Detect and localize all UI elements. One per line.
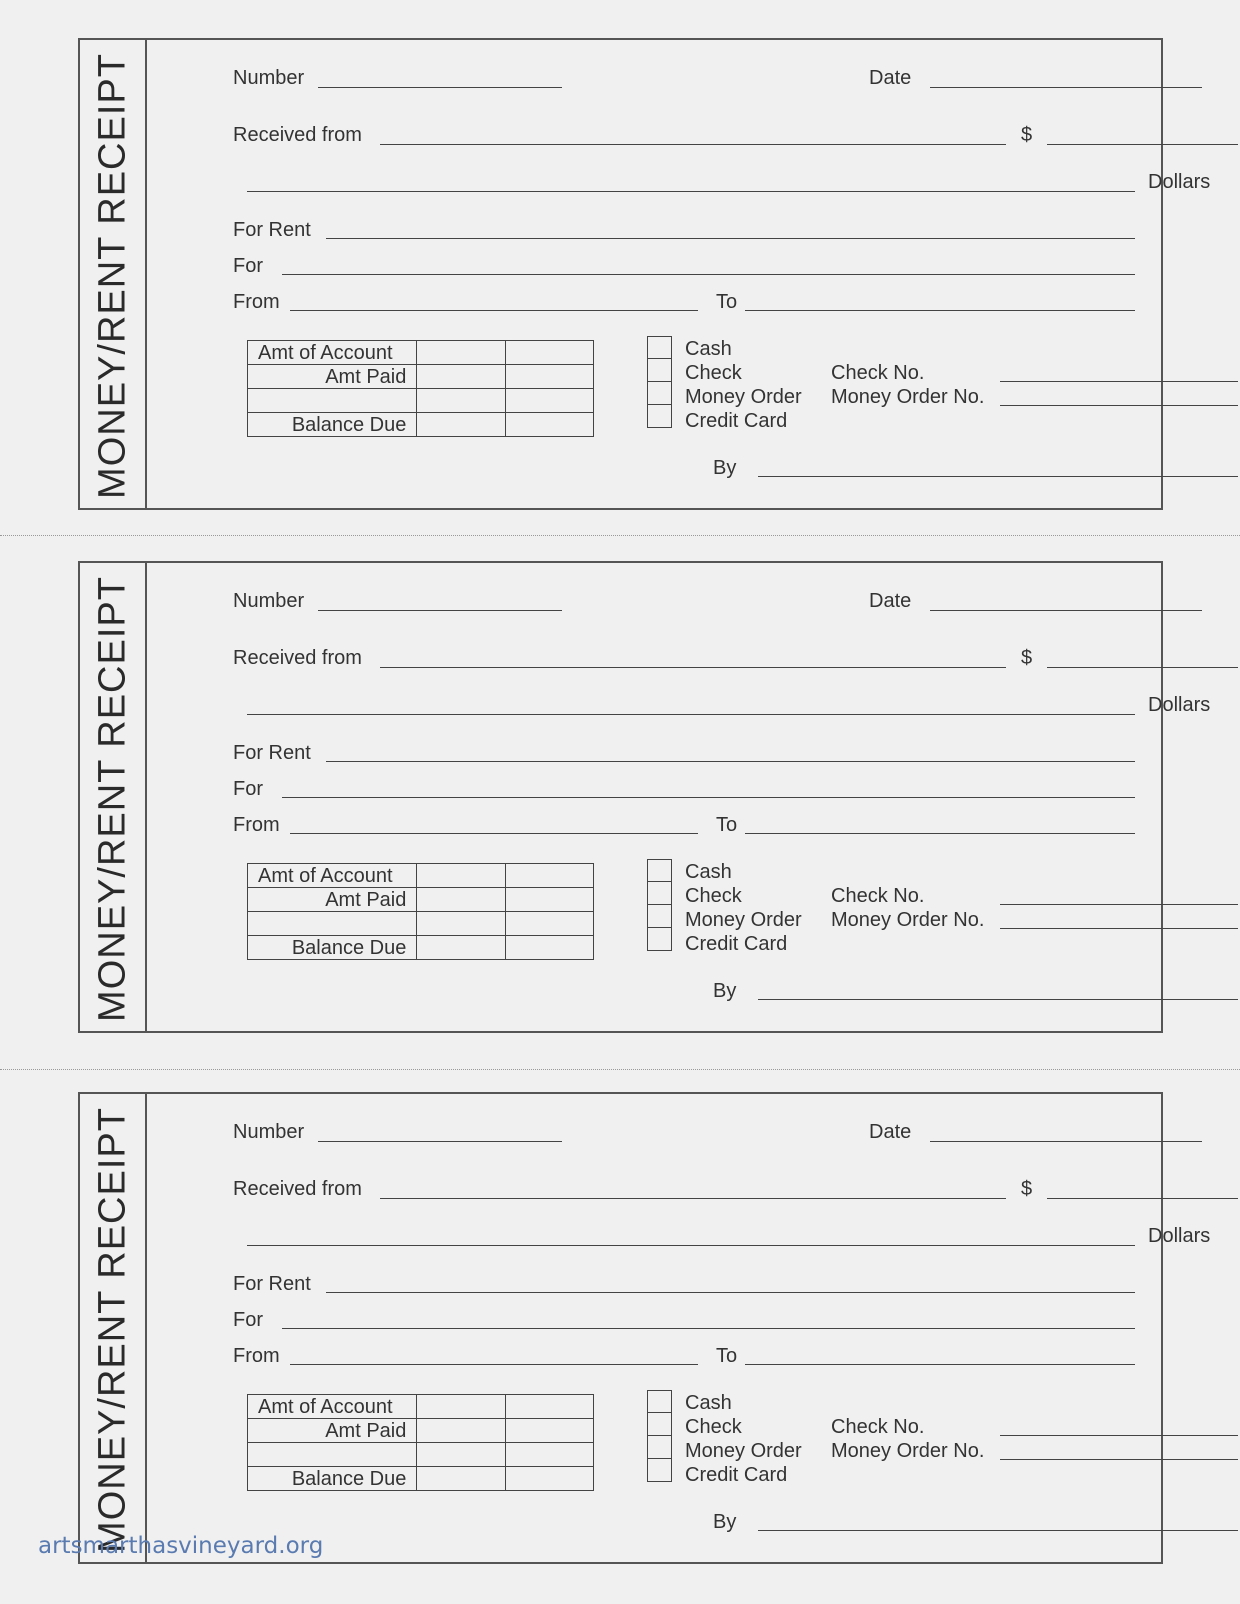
for-rent-label: For Rent	[233, 1273, 311, 1295]
credit-card-label: Credit Card	[685, 1464, 788, 1486]
date-label: Date	[869, 1121, 912, 1143]
balance-due-cell-2[interactable]	[505, 1467, 593, 1491]
amt-paid-cell-2[interactable]	[505, 365, 593, 389]
balance-due-label: Balance Due	[248, 413, 417, 437]
credit-card-checkbox[interactable]	[647, 928, 672, 951]
dollars-label: Dollars	[1148, 694, 1211, 716]
received-from-field[interactable]	[380, 667, 1006, 668]
blank-cell[interactable]	[417, 1443, 505, 1467]
amt-paid-label: Amt Paid	[248, 1419, 417, 1443]
cash-checkbox[interactable]	[647, 1390, 672, 1413]
check-label: Check	[685, 885, 742, 907]
check-no-label: Check No.	[831, 1416, 925, 1438]
amt-of-account-cell-2[interactable]	[505, 341, 593, 365]
amount-field[interactable]	[1047, 667, 1238, 668]
number-label: Number	[233, 67, 305, 89]
money-order-label: Money Order	[685, 1440, 802, 1462]
to-field[interactable]	[745, 1364, 1135, 1365]
received-from-label: Received from	[233, 647, 362, 669]
date-label: Date	[869, 590, 912, 612]
for-rent-field[interactable]	[326, 1292, 1135, 1293]
received-from-label: Received from	[233, 124, 362, 146]
blank-cell-2[interactable]	[505, 912, 593, 936]
amt-paid-cell-2[interactable]	[505, 888, 593, 912]
number-field[interactable]	[318, 1141, 562, 1142]
amt-of-account-label: Amt of Account	[248, 864, 417, 888]
number-label: Number	[233, 590, 305, 612]
check-label: Check	[685, 1416, 742, 1438]
for-rent-field[interactable]	[326, 761, 1135, 762]
check-no-field[interactable]	[1000, 381, 1238, 382]
perforation-line	[0, 535, 1240, 536]
check-no-label: Check No.	[831, 885, 925, 907]
amount-table	[247, 1394, 594, 1491]
amt-paid-label: Amt Paid	[248, 888, 417, 912]
number-label: Number	[233, 1121, 305, 1143]
table-row	[248, 1395, 594, 1419]
blank-cell[interactable]	[417, 912, 505, 936]
check-no-field[interactable]	[1000, 904, 1238, 905]
balance-due-cell[interactable]	[417, 936, 505, 960]
from-label: From	[233, 814, 280, 836]
amount-field[interactable]	[1047, 144, 1238, 145]
table-row	[248, 1443, 594, 1467]
by-label: By	[713, 1511, 737, 1533]
for-field[interactable]	[282, 274, 1135, 275]
table-row	[248, 389, 594, 413]
money-order-checkbox[interactable]	[647, 1436, 672, 1459]
to-field[interactable]	[745, 833, 1135, 834]
from-label: From	[233, 291, 280, 313]
receipt-title: MONEY/RENT RECEIPT	[91, 1107, 134, 1553]
amt-of-account-cell[interactable]	[417, 864, 505, 888]
for-rent-label: For Rent	[233, 219, 311, 241]
table-row	[248, 936, 594, 960]
blank-cell-2[interactable]	[505, 1443, 593, 1467]
credit-card-checkbox[interactable]	[647, 1459, 672, 1482]
to-label: To	[716, 1345, 738, 1367]
amount-table	[247, 863, 594, 960]
money-order-no-label: Money Order No.	[831, 909, 985, 931]
balance-due-cell-2[interactable]	[505, 936, 593, 960]
date-label: Date	[869, 67, 912, 89]
blank-label	[248, 1443, 417, 1467]
from-field[interactable]	[290, 310, 698, 311]
amt-of-account-cell[interactable]	[417, 341, 505, 365]
amt-of-account-cell-2[interactable]	[505, 1395, 593, 1419]
check-no-label: Check No.	[831, 362, 925, 384]
receipt-side-panel	[80, 563, 147, 1031]
dollars-label: Dollars	[1148, 1225, 1211, 1247]
blank-cell[interactable]	[417, 389, 505, 413]
credit-card-label: Credit Card	[685, 410, 788, 432]
cash-label: Cash	[685, 338, 732, 360]
table-row	[248, 912, 594, 936]
check-checkbox[interactable]	[647, 359, 672, 382]
amt-of-account-cell-2[interactable]	[505, 864, 593, 888]
received-from-label: Received from	[233, 1178, 362, 1200]
receipt-body	[155, 563, 1211, 1031]
by-label: By	[713, 980, 737, 1002]
to-label: To	[716, 291, 738, 313]
table-row	[248, 341, 594, 365]
money-order-no-label: Money Order No.	[831, 386, 985, 408]
for-field[interactable]	[282, 1328, 1135, 1329]
receipt-body	[155, 1094, 1211, 1562]
amt-of-account-label: Amt of Account	[248, 341, 417, 365]
signature-field[interactable]	[758, 1530, 1238, 1531]
receipt-1	[78, 38, 1211, 510]
for-rent-label: For Rent	[233, 742, 311, 764]
table-row	[248, 888, 594, 912]
amount-field[interactable]	[1047, 1198, 1238, 1199]
receipt-2	[78, 561, 1211, 1033]
from-field[interactable]	[290, 833, 698, 834]
cash-checkbox[interactable]	[647, 859, 672, 882]
from-label: From	[233, 1345, 280, 1367]
money-order-no-field[interactable]	[1000, 928, 1238, 929]
cash-checkbox[interactable]	[647, 336, 672, 359]
dollars-written-field[interactable]	[247, 1245, 1135, 1246]
date-field[interactable]	[930, 610, 1202, 611]
blank-cell-2[interactable]	[505, 389, 593, 413]
signature-field[interactable]	[758, 999, 1238, 1000]
balance-due-label: Balance Due	[248, 936, 417, 960]
receipt-title: MONEY/RENT RECEIPT	[91, 576, 134, 1022]
balance-due-cell-2[interactable]	[505, 413, 593, 437]
amt-paid-cell[interactable]	[417, 1419, 505, 1443]
balance-due-label: Balance Due	[248, 1467, 417, 1491]
for-label: For	[233, 1309, 263, 1331]
dollar-sign: $	[1021, 647, 1033, 669]
check-checkbox[interactable]	[647, 1413, 672, 1436]
amount-table	[247, 340, 594, 437]
receipt-3	[78, 1092, 1211, 1564]
received-from-field[interactable]	[380, 1198, 1006, 1199]
amt-paid-cell[interactable]	[417, 888, 505, 912]
money-order-no-field[interactable]	[1000, 405, 1238, 406]
receipt-body	[155, 40, 1211, 508]
number-field[interactable]	[318, 87, 562, 88]
by-label: By	[713, 457, 737, 479]
dollar-sign: $	[1021, 1178, 1033, 1200]
balance-due-cell[interactable]	[417, 1467, 505, 1491]
dollars-written-field[interactable]	[247, 714, 1135, 715]
blank-label	[248, 389, 417, 413]
from-field[interactable]	[290, 1364, 698, 1365]
received-from-field[interactable]	[380, 144, 1006, 145]
signature-field[interactable]	[758, 476, 1238, 477]
table-row	[248, 365, 594, 389]
table-row	[248, 864, 594, 888]
receipt-side-panel	[80, 1094, 147, 1562]
for-field[interactable]	[282, 797, 1135, 798]
to-field[interactable]	[745, 310, 1135, 311]
cash-label: Cash	[685, 1392, 732, 1414]
amt-paid-cell[interactable]	[417, 365, 505, 389]
money-order-checkbox[interactable]	[647, 382, 672, 405]
for-label: For	[233, 778, 263, 800]
for-rent-field[interactable]	[326, 238, 1135, 239]
check-checkbox[interactable]	[647, 882, 672, 905]
dollars-label: Dollars	[1148, 171, 1211, 193]
balance-due-cell[interactable]	[417, 413, 505, 437]
blank-label	[248, 912, 417, 936]
date-field[interactable]	[930, 1141, 1202, 1142]
money-order-checkbox[interactable]	[647, 905, 672, 928]
for-label: For	[233, 255, 263, 277]
receipt-side-panel	[80, 40, 147, 508]
cash-label: Cash	[685, 861, 732, 883]
money-order-label: Money Order	[685, 909, 802, 931]
date-field[interactable]	[930, 87, 1202, 88]
credit-card-checkbox[interactable]	[647, 405, 672, 428]
money-order-label: Money Order	[685, 386, 802, 408]
table-row	[248, 1419, 594, 1443]
dollars-written-field[interactable]	[247, 191, 1135, 192]
money-order-no-label: Money Order No.	[831, 1440, 985, 1462]
dollar-sign: $	[1021, 124, 1033, 146]
check-label: Check	[685, 362, 742, 384]
amt-of-account-cell[interactable]	[417, 1395, 505, 1419]
credit-card-label: Credit Card	[685, 933, 788, 955]
perforation-line	[0, 1069, 1240, 1070]
amt-of-account-label: Amt of Account	[248, 1395, 417, 1419]
receipt-title: MONEY/RENT RECEIPT	[91, 53, 134, 499]
number-field[interactable]	[318, 610, 562, 611]
amt-paid-cell-2[interactable]	[505, 1419, 593, 1443]
table-row	[248, 413, 594, 437]
to-label: To	[716, 814, 738, 836]
check-no-field[interactable]	[1000, 1435, 1238, 1436]
amt-paid-label: Amt Paid	[248, 365, 417, 389]
watermark-text: artsmarthasvineyard.org	[38, 1533, 324, 1559]
money-order-no-field[interactable]	[1000, 1459, 1238, 1460]
table-row	[248, 1467, 594, 1491]
